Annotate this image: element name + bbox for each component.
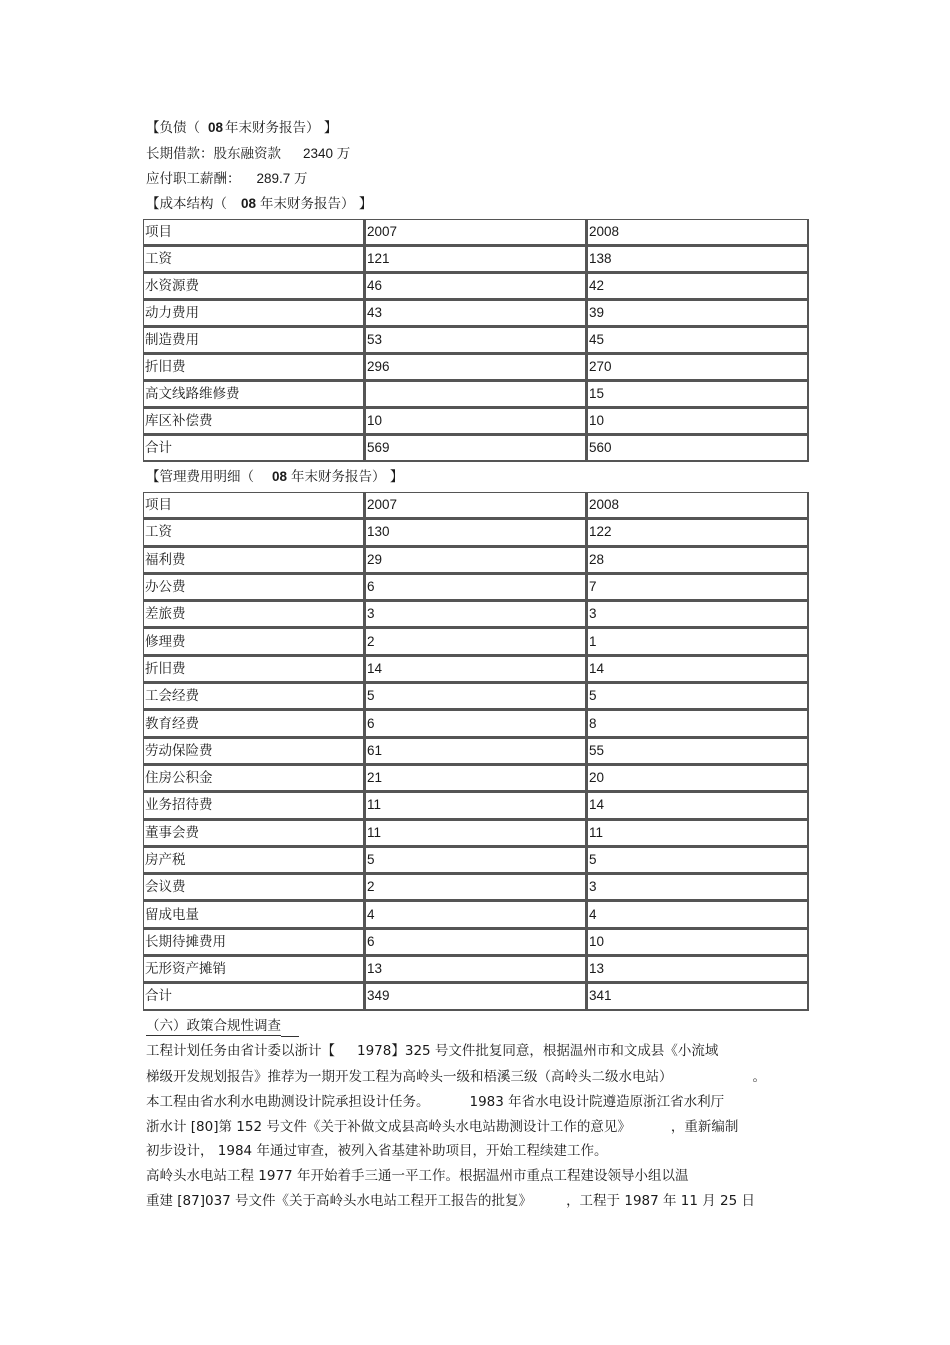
admin-expense-table (143, 492, 809, 1011)
cost-table-row (143, 273, 809, 300)
cost-table-cell: 工资 (143, 246, 365, 273)
admin-table-row (143, 929, 809, 956)
admin-table-cell: 董事会费 (143, 820, 365, 847)
cost-table-cell: 569 (365, 435, 587, 462)
admin-table-cell: 20 (587, 765, 809, 792)
policy-line-text: ，重新编制 (670, 1119, 739, 1135)
admin-table-cell: 29 (365, 547, 587, 574)
admin-table-cell: 8 (587, 710, 809, 737)
cost-structure-heading: 【成本结构（ 08 年末财务报告） 】 (146, 196, 373, 212)
cost-table-cell: 水资源费 (143, 273, 365, 300)
cost-table-cell: 560 (587, 435, 809, 462)
policy-line (146, 1118, 738, 1136)
admin-table-row (143, 574, 809, 601)
cost-table-cell: 46 (365, 273, 587, 300)
admin-table-cell: 4 (587, 901, 809, 928)
admin-table-cell: 5 (365, 683, 587, 710)
cost-table-cell: 2007 (365, 219, 587, 246)
admin-table-row (143, 656, 809, 683)
admin-table-cell: 修理费 (143, 628, 365, 655)
admin-table-cell: 折旧费 (143, 656, 365, 683)
admin-table-cell: 2008 (587, 492, 809, 519)
admin-table-cell: 留成电量 (143, 901, 365, 928)
admin-table-cell: 28 (587, 547, 809, 574)
admin-table-row (143, 492, 809, 519)
admin-table-row (143, 547, 809, 574)
admin-table-cell: 教育经费 (143, 710, 365, 737)
admin-table-cell: 劳动保险费 (143, 738, 365, 765)
cost-table-cell: 项目 (143, 219, 365, 246)
policy-line-text: 。 (752, 1069, 766, 1085)
admin-table-row (143, 519, 809, 546)
cost-table-cell: 高文线路维修费 (143, 381, 365, 408)
admin-table-cell: 2 (365, 628, 587, 655)
cost-table-cell: 合计 (143, 435, 365, 462)
admin-table-cell: 349 (365, 983, 587, 1010)
admin-table-cell: 无形资产摊销 (143, 956, 365, 983)
admin-table-cell: 5 (587, 847, 809, 874)
admin-table-cell: 3 (365, 601, 587, 628)
cost-table-cell: 15 (587, 381, 809, 408)
admin-table-row (143, 983, 809, 1010)
admin-table-cell: 341 (587, 983, 809, 1010)
policy-line-text: 梯级开发规划报告》推荐为一期开发工程为高岭头一级和梧溪三级（高岭头二级水电站） (146, 1069, 673, 1085)
admin-table-cell: 4 (365, 901, 587, 928)
payroll-line: 应付职工薪酬： 289.7 万 (146, 171, 308, 187)
admin-table-cell: 6 (365, 574, 587, 601)
admin-table-row (143, 820, 809, 847)
cost-table-cell (365, 381, 587, 408)
cost-table-row (143, 354, 809, 381)
admin-table-cell: 61 (365, 738, 587, 765)
admin-table-cell: 5 (587, 683, 809, 710)
admin-expense-heading: 【管理费用明细（ 08 年末财务报告） 】 (146, 469, 404, 485)
cost-table-cell: 296 (365, 354, 587, 381)
admin-table-cell: 工资 (143, 519, 365, 546)
cost-table-cell: 42 (587, 273, 809, 300)
admin-table-row (143, 628, 809, 655)
policy-line (146, 1167, 688, 1185)
policy-line-text: 本工程由省水利水电勘测设计院承担设计任务。 (146, 1094, 430, 1110)
cost-table-cell: 库区补偿费 (143, 408, 365, 435)
cost-table-cell: 45 (587, 327, 809, 354)
admin-table-cell: 长期待摊费用 (143, 929, 365, 956)
policy-line (146, 1142, 607, 1160)
admin-table-cell: 3 (587, 874, 809, 901)
admin-table-cell: 办公费 (143, 574, 365, 601)
admin-table-row (143, 874, 809, 901)
admin-table-cell: 13 (365, 956, 587, 983)
admin-table-cell: 14 (365, 656, 587, 683)
cost-table-cell: 动力费用 (143, 300, 365, 327)
cost-table-row (143, 300, 809, 327)
admin-table-cell: 14 (587, 792, 809, 819)
admin-table-row (143, 901, 809, 928)
admin-table-cell: 工会经费 (143, 683, 365, 710)
admin-table-cell: 6 (365, 710, 587, 737)
long-term-loan-line: 长期借款：股东融资款 2340 万 (146, 146, 351, 162)
policy-line-text: ，工程于 1987 年 11 月 25 日 (566, 1193, 756, 1209)
admin-table-row (143, 956, 809, 983)
admin-table-cell: 差旅费 (143, 601, 365, 628)
policy-line-text: 工程计划任务由省计委以浙计【 (146, 1043, 335, 1059)
admin-table-row (143, 683, 809, 710)
cost-table-row (143, 327, 809, 354)
cost-table-cell: 10 (365, 408, 587, 435)
admin-table-row (143, 738, 809, 765)
admin-table-cell: 住房公积金 (143, 765, 365, 792)
policy-line-text: 初步设计， 1984 年通过审查，被列入省基建补助项目，开始工程续建工作。 (146, 1143, 608, 1159)
policy-line-text: 1978】325 号文件批复同意，根据温州市和文成县《小流域 (357, 1043, 719, 1059)
cost-table-row (143, 435, 809, 462)
policy-line (146, 1042, 718, 1060)
cost-table-cell: 270 (587, 354, 809, 381)
cost-table-row (143, 408, 809, 435)
cost-table-row (143, 381, 809, 408)
liabilities-heading: 【负债（ 08 年末财务报告） 】 (146, 120, 338, 136)
admin-table-cell: 10 (587, 929, 809, 956)
admin-table-cell: 3 (587, 601, 809, 628)
admin-table-row (143, 601, 809, 628)
admin-table-cell: 福利费 (143, 547, 365, 574)
admin-table-row (143, 765, 809, 792)
admin-table-cell: 5 (365, 847, 587, 874)
cost-table-cell: 制造费用 (143, 327, 365, 354)
cost-table-row (143, 219, 809, 246)
cost-table-cell: 2008 (587, 219, 809, 246)
admin-table-cell: 11 (365, 792, 587, 819)
cost-table-cell: 43 (365, 300, 587, 327)
admin-table-cell: 122 (587, 519, 809, 546)
policy-line (146, 1192, 755, 1210)
policy-line (146, 1093, 724, 1111)
admin-table-cell: 2 (365, 874, 587, 901)
admin-table-row (143, 792, 809, 819)
admin-table-cell: 项目 (143, 492, 365, 519)
policy-line (146, 1068, 766, 1086)
admin-table-cell: 13 (587, 956, 809, 983)
cost-table-cell: 10 (587, 408, 809, 435)
policy-line-text: 浙水计 [80]第 152 号文件《关于补做文成县高岭头水电站勘测设计工作的意见》 (146, 1119, 631, 1135)
admin-table-cell: 7 (587, 574, 809, 601)
admin-table-cell: 业务招待费 (143, 792, 365, 819)
admin-table-row (143, 710, 809, 737)
cost-table-row (143, 246, 809, 273)
cost-table-cell: 53 (365, 327, 587, 354)
policy-section-title: （六）政策合规性调查 (146, 1017, 299, 1037)
cost-table-cell: 39 (587, 300, 809, 327)
cost-table-cell: 121 (365, 246, 587, 273)
admin-table-cell: 11 (365, 820, 587, 847)
admin-table-cell: 55 (587, 738, 809, 765)
admin-table-cell: 合计 (143, 983, 365, 1010)
policy-line-text: 高岭头水电站工程 1977 年开始着手三通一平工作。根据温州市重点工程建设领导小组以温 (146, 1168, 689, 1184)
admin-table-cell: 130 (365, 519, 587, 546)
admin-table-cell: 21 (365, 765, 587, 792)
admin-table-cell: 14 (587, 656, 809, 683)
admin-table-cell: 会议费 (143, 874, 365, 901)
policy-line-text: 1983 年省水电设计院遵造原浙江省水利厅 (469, 1094, 725, 1110)
admin-table-cell: 1 (587, 628, 809, 655)
admin-table-row (143, 847, 809, 874)
admin-table-cell: 房产税 (143, 847, 365, 874)
admin-table-cell: 11 (587, 820, 809, 847)
policy-line-text: 重建 [87]037 号文件《关于高岭头水电站工程开工报告的批复》 (146, 1193, 533, 1209)
cost-structure-table (143, 219, 809, 462)
cost-table-cell: 折旧费 (143, 354, 365, 381)
admin-table-cell: 2007 (365, 492, 587, 519)
admin-table-cell: 6 (365, 929, 587, 956)
cost-table-cell: 138 (587, 246, 809, 273)
